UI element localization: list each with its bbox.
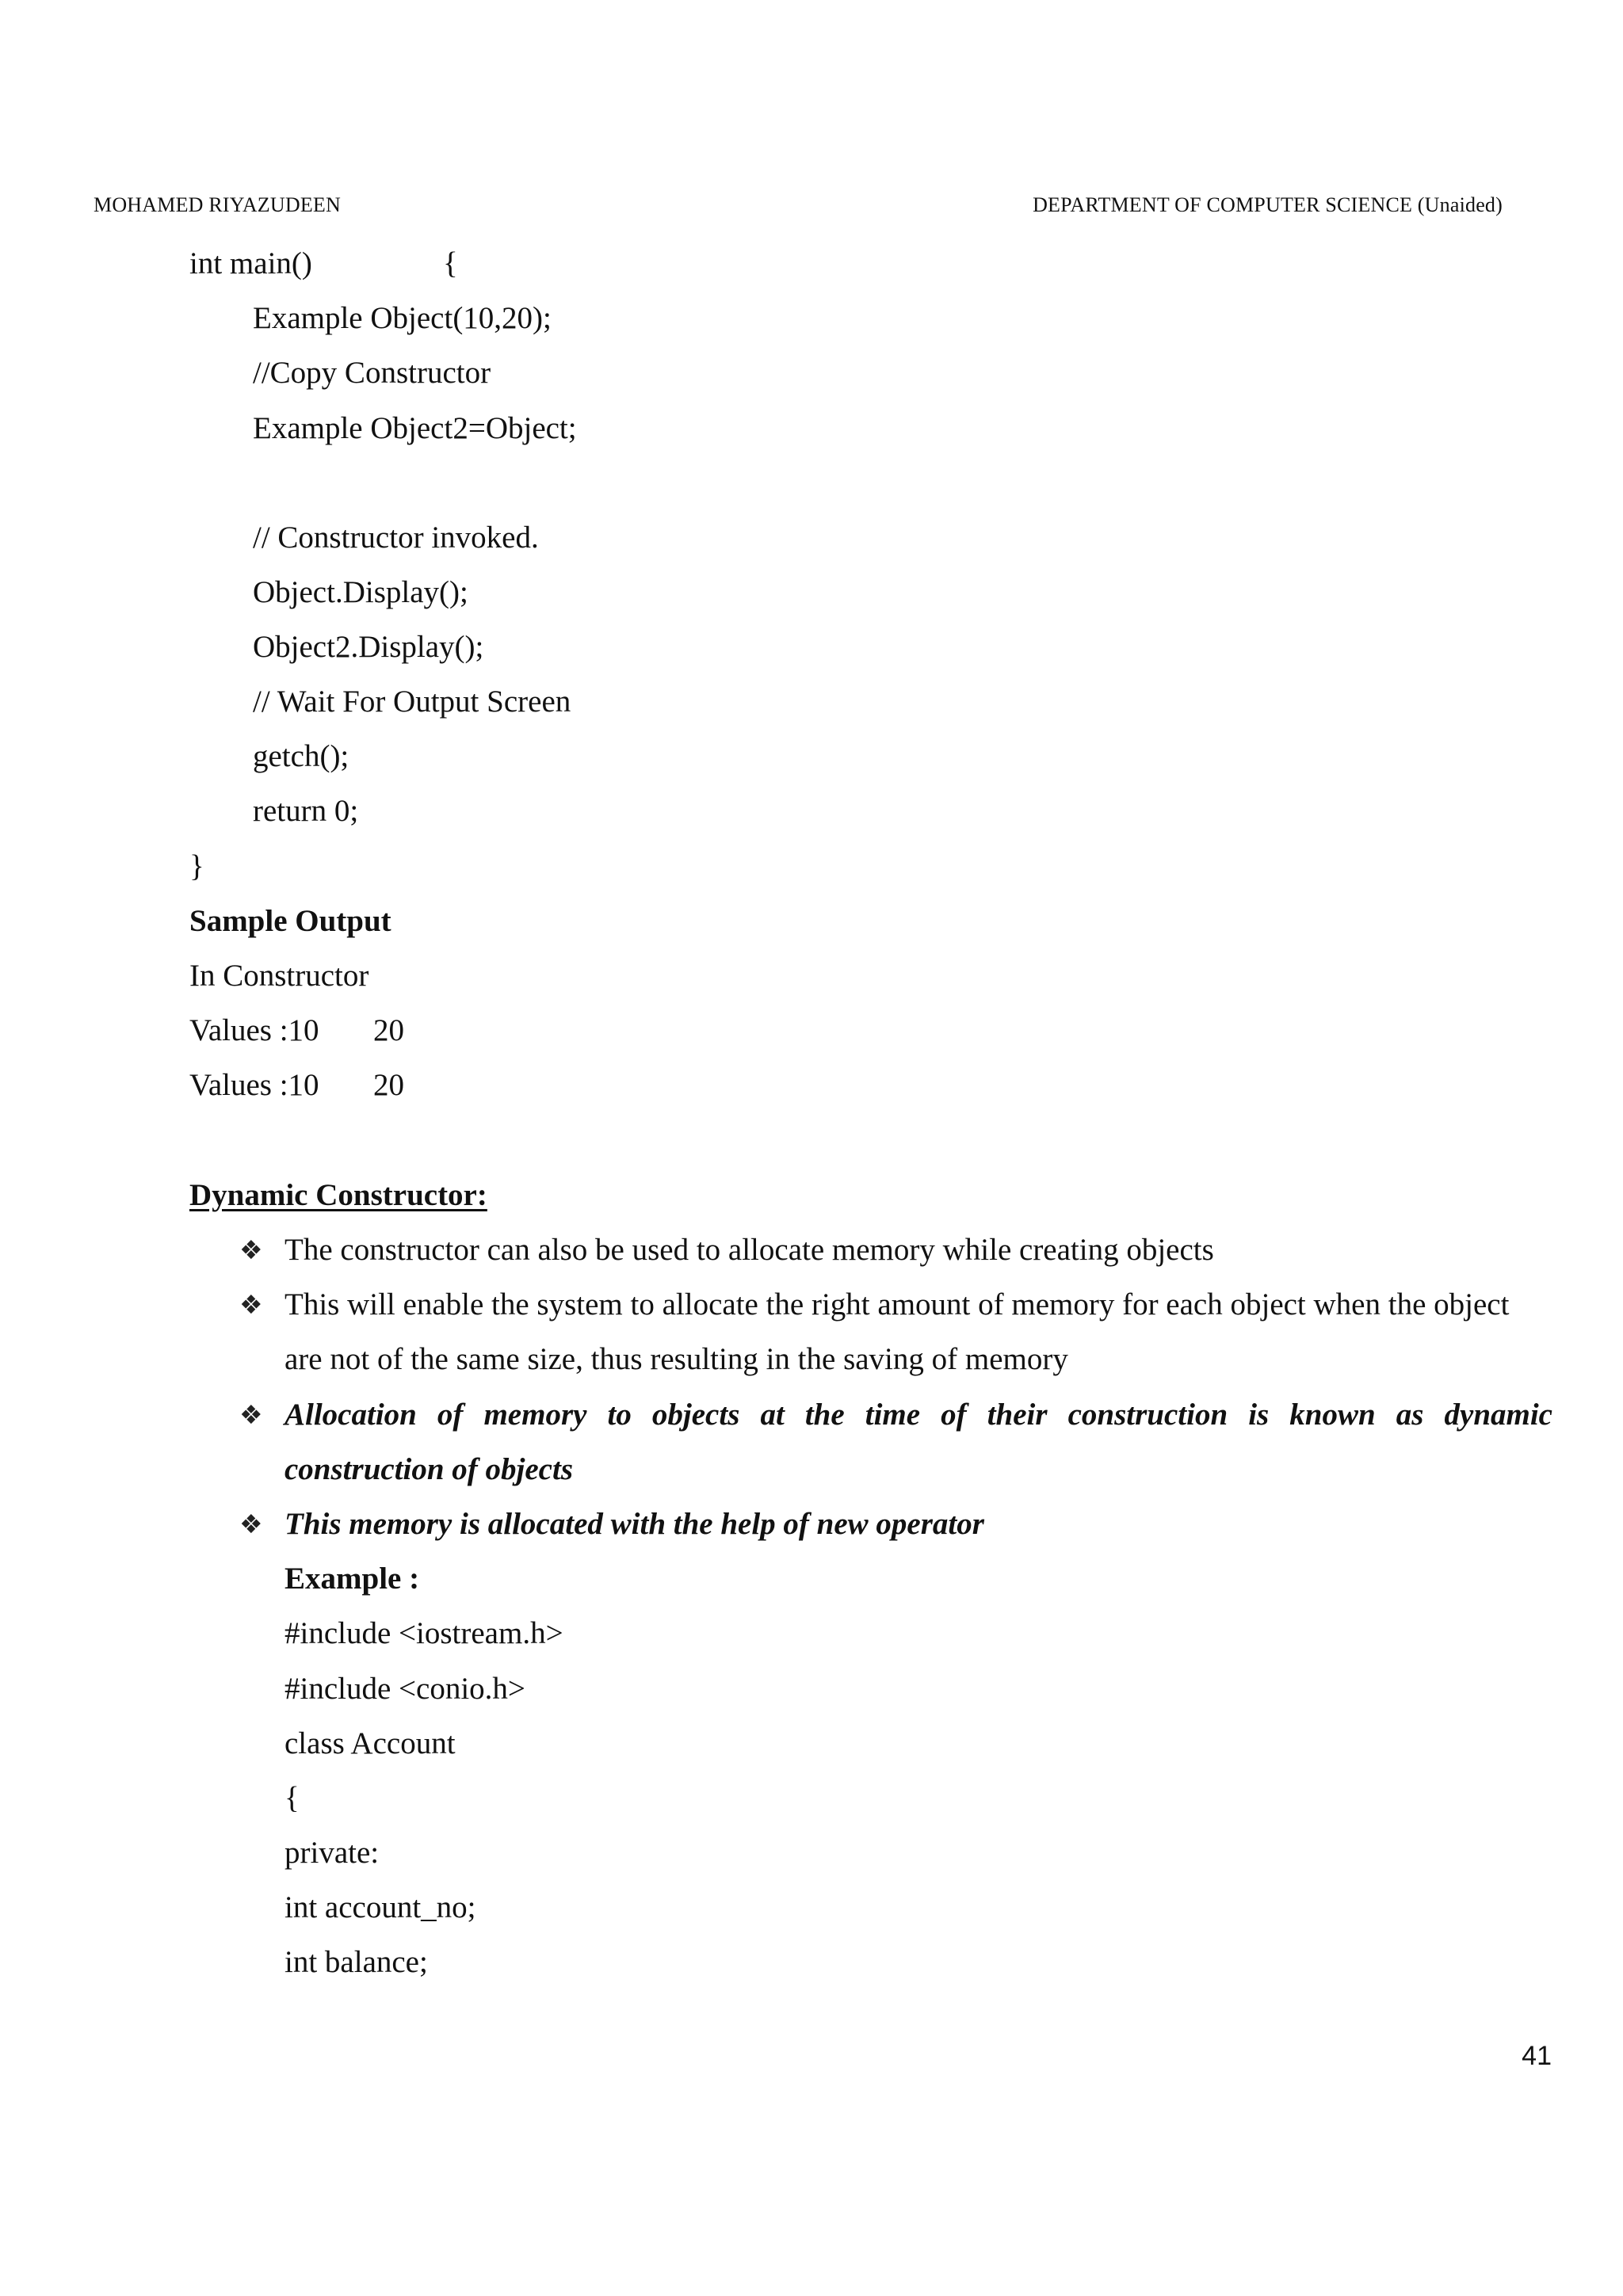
bullet-text: This memory is allocated with the help of new operator: [285, 1507, 984, 1541]
bullet-text: The constructor can also be used to allocate memory while creating objects: [285, 1233, 1214, 1267]
code-line: // Constructor invoked.: [253, 521, 539, 555]
code-line: {: [443, 246, 458, 280]
page-number: 41: [1522, 2041, 1552, 2071]
output-line: Values :10: [189, 1013, 319, 1047]
example-heading: Example :: [285, 1562, 420, 1596]
header-author: MOHAMED RIYAZUDEEN: [94, 193, 341, 216]
bullet-icon: ❖: [239, 1508, 263, 1539]
code-line: class Account: [285, 1726, 456, 1760]
code-line: getch();: [253, 739, 349, 773]
code-line: // Wait For Output Screen: [253, 685, 571, 719]
output-value: 20: [373, 1013, 404, 1047]
section-heading: Dynamic Constructor:: [189, 1178, 487, 1212]
code-line: int main(): [189, 246, 312, 280]
bullet-text: Allocation of memory to objects at the time of their construction is known as dynamic: [285, 1398, 1552, 1432]
code-line: #include <conio.h>: [285, 1672, 525, 1706]
bullet-text: construction of objects: [285, 1452, 574, 1486]
output-value: 20: [373, 1068, 404, 1102]
output-line: In Constructor: [189, 959, 369, 993]
code-line: return 0;: [253, 794, 359, 828]
bullet-icon: ❖: [239, 1234, 263, 1265]
code-line: Example Object2=Object;: [253, 411, 577, 445]
code-line: int balance;: [285, 1945, 428, 1979]
code-line: //Copy Constructor: [253, 356, 491, 390]
code-line: Object2.Display();: [253, 630, 484, 664]
bullet-icon: ❖: [239, 1399, 263, 1430]
bullet-text: This will enable the system to allocate the right amount of memory for each object when the object: [285, 1287, 1510, 1322]
code-line: {: [285, 1781, 300, 1815]
code-line: private:: [285, 1836, 380, 1870]
code-line: }: [189, 849, 204, 883]
output-line: Values :10: [189, 1068, 319, 1102]
bullet-text: are not of the same size, thus resulting in the saving of memory: [285, 1342, 1068, 1376]
header-department: DEPARTMENT OF COMPUTER SCIENCE (Unaided): [1033, 193, 1503, 216]
code-line: int account_no;: [285, 1890, 476, 1924]
code-line: Object.Display();: [253, 575, 468, 609]
code-line: #include <iostream.h>: [285, 1616, 563, 1650]
sample-output-heading: Sample Output: [189, 904, 391, 938]
bullet-icon: ❖: [239, 1289, 263, 1320]
code-line: Example Object(10,20);: [253, 301, 552, 335]
